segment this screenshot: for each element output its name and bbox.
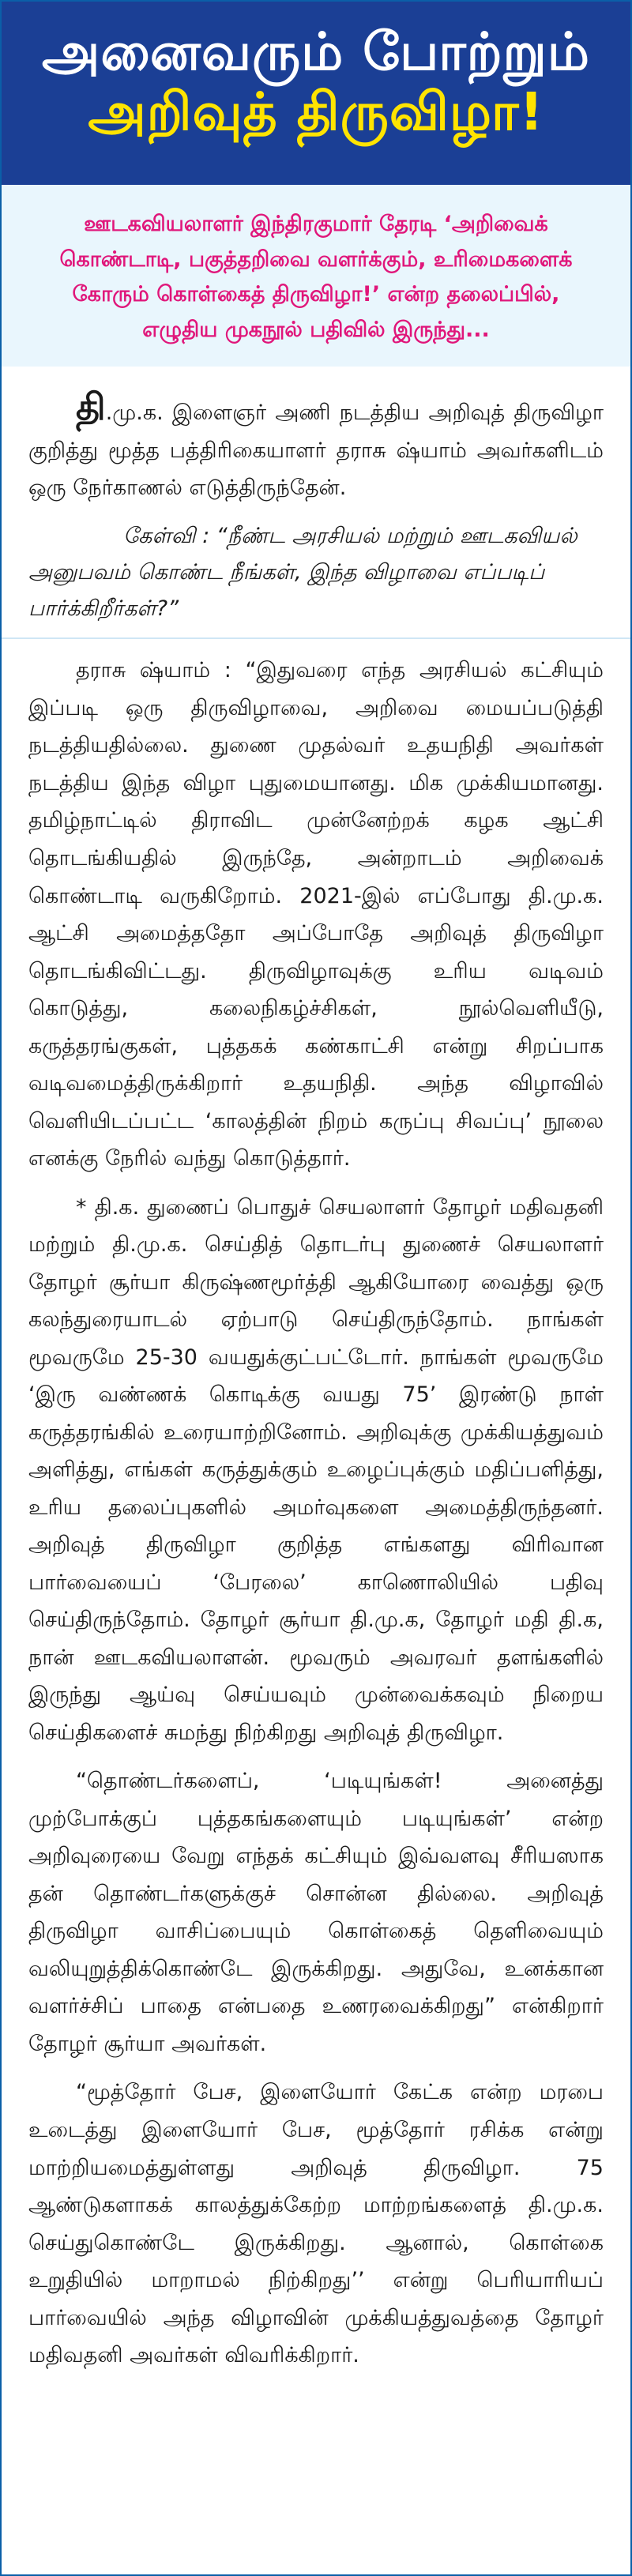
drop-cap: தி (76, 385, 106, 429)
article-paragraph: தராசு ஷ்யாம் : “இதுவரை எந்த அரசியல் கட்சியும் இப்படி ஒரு திருவிழாவை, அறிவை மையப்படுத்தி நடத்தியதில்லை. துணை முதல்வர் உதயநிதி அவர்கள் நடத்திய இந்த விழா புதுமையானது. மிக முக்கியமானது. தமிழ்நாட்டில் திராவிட முன்னேற்றக் கழக ஆட்சி தொடங்கியதில் இருந்தே, அன்றாடம் அறிவைக் கொண்டாடி வருகிறோம். 2021-இல் எப்போது தி.மு.க. ஆட்சி அமைத்ததோ அப்போதே அறிவுத் திருவிழா தொடங்கிவிட்டது. திருவிழாவுக்கு உரிய வடிவம் கொடுத்து, கலைநிகழ்ச்சிகள், நூல்வெளியீடு, கருத்தரங்குகள், புத்தகக் கண்காட்சி என்று சிறப்பாக வடிவமைத்திருக்கிறார் உதயநிதி. அந்த விழாவில் வெளியிடப்பட்ட ‘காலத்தின் நிறம் கருப்பு சிவப்பு’ நூலை எனக்கு நேரில் வந்து கொடுத்தார். (28, 658, 604, 1171)
title-banner (2, 2, 630, 185)
article-paragraph: “மூத்தோர் பேச, இளையோர் கேட்க என்ற மரபை உடைத்து இளையோர் பேச, மூத்தோர் ரசிக்க என்று மாற்றியமைத்துள்ளது அறிவுத் திருவிழா. 75 ஆண்டுகளாகக் காலத்துக்கேற்ற மாற்றங்களைத் தி.மு.க. செய்துகொண்டே இருக்கிறது. ஆனால், கொள்கை உறுதியில் மாறாமல் நிற்கிறது’’ என்று பெரியாரியப் பார்வையில் அந்த விழாவின் முக்கியத்துவத்தை தோழர் மதிவதனி அவர்கள் விவரிக்கிறார். (28, 2080, 604, 2368)
lead-text: .மு.க. இளைஞர் அணி நடத்திய அறிவுத் திருவிழா குறித்து மூத்த பத்திரிகையாளர் தராசு ஷ்யாம் அவர்களிடம் ஒரு நேர்காணல் எடுத்திருந்தேன். (28, 401, 604, 501)
title-line-2: அறிவுத் திருவிழா! (88, 81, 544, 142)
divider (2, 637, 630, 639)
interview-question: கேள்வி : “நீண்ட அரசியல் மற்றும் ஊடகவியல் அனுபவம் கொண்ட நீங்கள், இந்த விழாவை எப்படிப் பார்க்கிறீர்கள்?” (28, 523, 577, 621)
article-paragraph: “தொண்டர்களைப், ‘படியுங்கள்! அனைத்து முற்போக்குப் புத்தகங்களையும் படியுங்கள்’ என்ற அறிவுரையை வேறு எந்தக் கட்சியும் இவ்வளவு சீரியஸாக தன் தொண்டர்களுக்குச் சொன்ன தில்லை. அறிவுத் திருவிழா வாசிப்பையும் கொள்கைத் தெளிவையும் வலியுறுத்திக்கொண்டே இருக்கிறது. அதுவே, உனக்கான வளர்ச்சிப் பாதை என்பதை உணரவைக்கிறது” என்கிறார் தோழர் சூர்யா அவர்கள். (28, 1769, 604, 2056)
title-line-1: அனைவரும் போற்றும் (42, 21, 590, 82)
article-paragraph: * தி.க. துணைப் பொதுச் செயலாளர் தோழர் மதிவதனி மற்றும் தி.மு.க. செய்தித் தொடர்பு துணைச் செயலாளர் தோழர் சூர்யா கிருஷ்ணமூர்த்தி ஆகியோரை வைத்து ஒரு கலந்துரையாடல் ஏற்பாடு செய்திருந்தோம். நாங்கள் மூவருமே 25-30 வயதுக்குட்பட்டோர். நாங்கள் மூவருமே ‘இரு வண்ணக் கொடிக்கு வயது 75’ இரண்டு நாள் கருத்தரங்கில் உரையாற்றினோம். அறிவுக்கு முக்கியத்துவம் அளித்து, எங்கள் கருத்துக்கும் உழைப்புக்கும் மதிப்பளித்து, உரிய தலைப்புகளில் அமர்வுகளை அமைத்திருந்தனர். அறிவுத் திருவிழா குறித்த எங்களது விரிவான பார்வையைப் ‘பேரலை’ காணொலியில் பதிவு செய்திருந்தோம். தோழர் சூர்யா தி.மு.க, தோழர் மதி தி.க, நான் ஊடகவியலாளன். மூவரும் அவரவர் தளங்களில் இருந்து ஆய்வு செய்யவும் முன்வைக்கவும் நிறைய செய்திகளைச் சுமந்து நிற்கிறது அறிவுத் திருவிழா. (28, 1194, 604, 1745)
lead-paragraph (28, 385, 604, 507)
intro-box (2, 185, 630, 368)
intro-text: ஊடகவியலாளர் இந்திரகுமார் தேரடி ‘அறிவைக் கொண்டாடி, பகுத்தறிவை வளர்க்கும், உரிமைகளைக் கோரும் கொள்கைத் திருவிழா!’ என்ற தலைப்பில், எழுதிய முகநூல் பதிவில் இருந்து... (59, 212, 573, 342)
article-body (2, 368, 630, 2374)
